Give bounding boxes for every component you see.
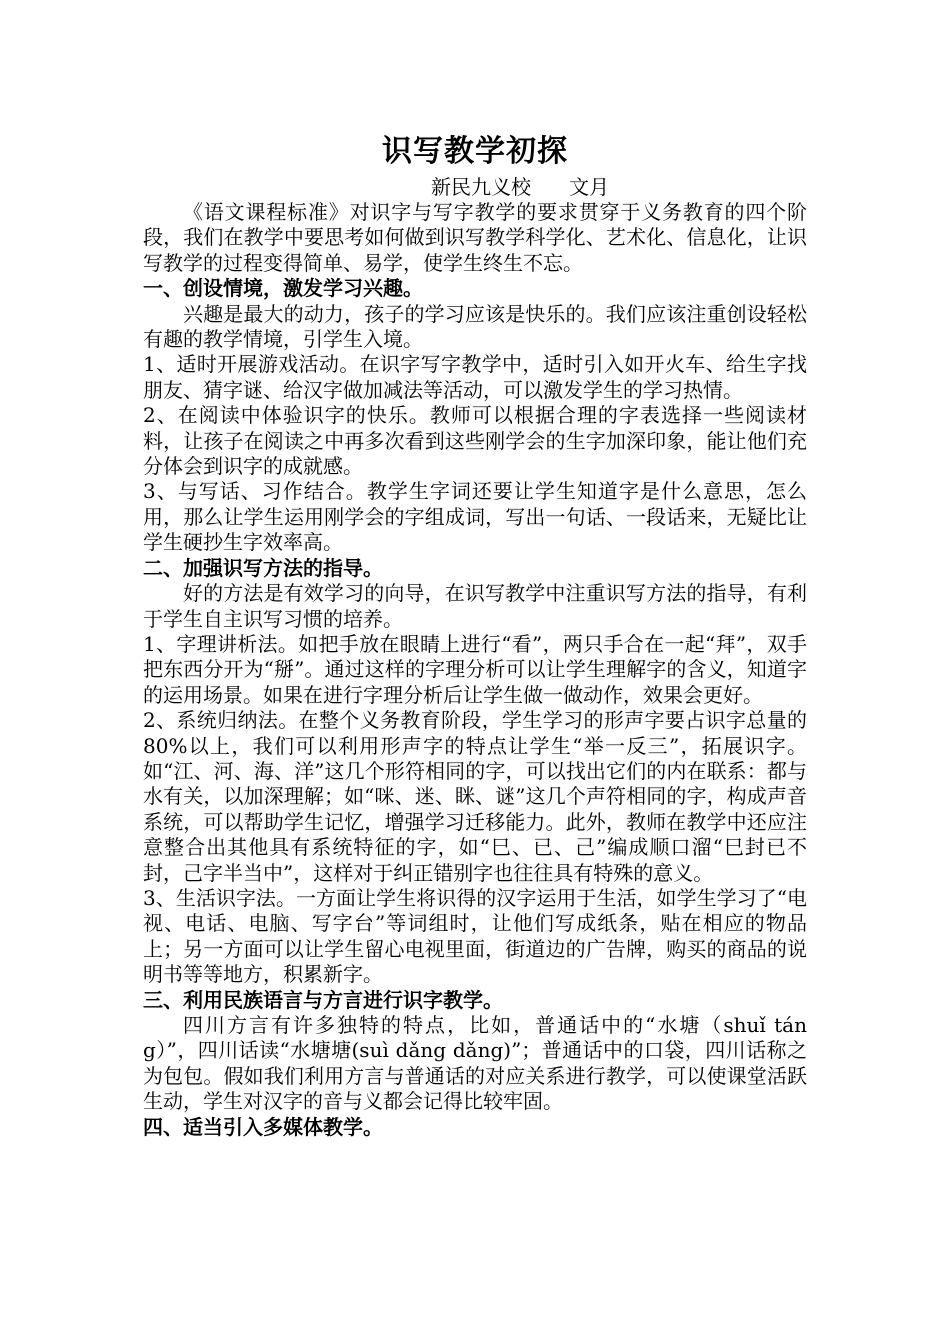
section-2-heading: 二、加强识写方法的指导。 [143, 555, 383, 580]
section-3-heading: 三、利用民族语言与方言进行识字教学。 [143, 987, 503, 1012]
section-3-lead: 四川方言有许多独特的特点，比如，普通话中的“水塘（shuǐ táng）”，四川话读“水塘塘(suì dǎng dǎng)”；普通话中的口袋，四川话称之为包包。假如我们利用方言与普通话的对应关系进行教学，可以使课堂活跃生动，学生对汉字的音与义都会记得比较牢固。 [143, 1013, 807, 1114]
section-1-lead: 兴趣是最大的动力，孩子的学习应该是快乐的。我们应该注重创设轻松有趣的教学情境，引学生入境。 [143, 301, 807, 352]
document-title: 识写教学初探 [382, 134, 568, 169]
section-2-item-1: 1、字理讲析法。如把手放在眼睛上进行“看”，两只手合在一起“拜”，双手把东西分开为“掰”。通过这样的字理分析可以让学生理解字的含义，知道字的运用场景。如果在进行字理分析后让学生做一做动作，效果会更好。 [143, 631, 807, 707]
author-line: 新民九义校 文月 [431, 175, 610, 199]
section-1-item-2: 2、在阅读中体验识字的快乐。教师可以根据合理的字表选择一些阅读材料，让孩子在阅读之中再多次看到这些刚学会的生字加深印象，能让他们充分体会到识字的成就感。 [143, 403, 807, 479]
intro-paragraph: 《语文课程标准》对识字与写字教学的要求贯穿于义务教育的四个阶段，我们在教学中要思考如何做到识写教学科学化、艺术化、信息化，让识写教学的过程变得简单、易学，使学生终生不忘。 [143, 200, 807, 275]
section-1-heading: 一、创设情境，激发学习兴趣。 [143, 276, 423, 301]
section-1-item-1: 1、适时开展游戏活动。在识字写字教学中，适时引入如开火车、给生字找朋友、猜字谜、给汉字做加减法等活动，可以激发学生的学习热情。 [143, 352, 807, 402]
section-2-lead: 好的方法是有效学习的向导，在识写教学中注重识写方法的指导，有利于学生自主识写习惯的培养。 [143, 581, 807, 631]
section-2-item-3: 3、生活识字法。一方面让学生将识得的汉字运用于生活，如学生学习了“电视、电话、电脑、写字台”等词组时，让他们写成纸条，贴在相应的物品上；另一方面可以让学生留心电视里面，街道边的广告牌，购买的商品的说明书等等地方，积累新字。 [143, 885, 807, 987]
section-1-item-3: 3、与写话、习作结合。教学生字词还要让学生知道字是什么意思，怎么用，那么让学生运用刚学会的字组成词，写出一句话、一段话来，无疑比让学生硬抄生字效率高。 [143, 479, 807, 555]
section-2-item-2: 2、系统归纳法。在整个义务教育阶段，学生学习的形声字要占识字总量的80%以上，我们可以利用形声字的特点让学生“举一反三”，拓展识字。如“江、河、海、洋”这几个形符相同的字，可以找出它们的内在联系：都与水有关，以加深理解；如“咪、迷、眯、谜”这几个声符相同的字，构成声音系统，可以帮助学生记忆，增强学习迁移能力。此外，教师在教学中还应注意整合出其他具有系统特征的字，如“巳、已、己”编成顺口溜“巳封已不封，己字半当中”，这样对于纠正错别字也往往具有特殊的意义。 [143, 708, 807, 885]
document-page [143, 132, 807, 1140]
section-4-heading: 四、适当引入多媒体教学。 [143, 1114, 383, 1139]
